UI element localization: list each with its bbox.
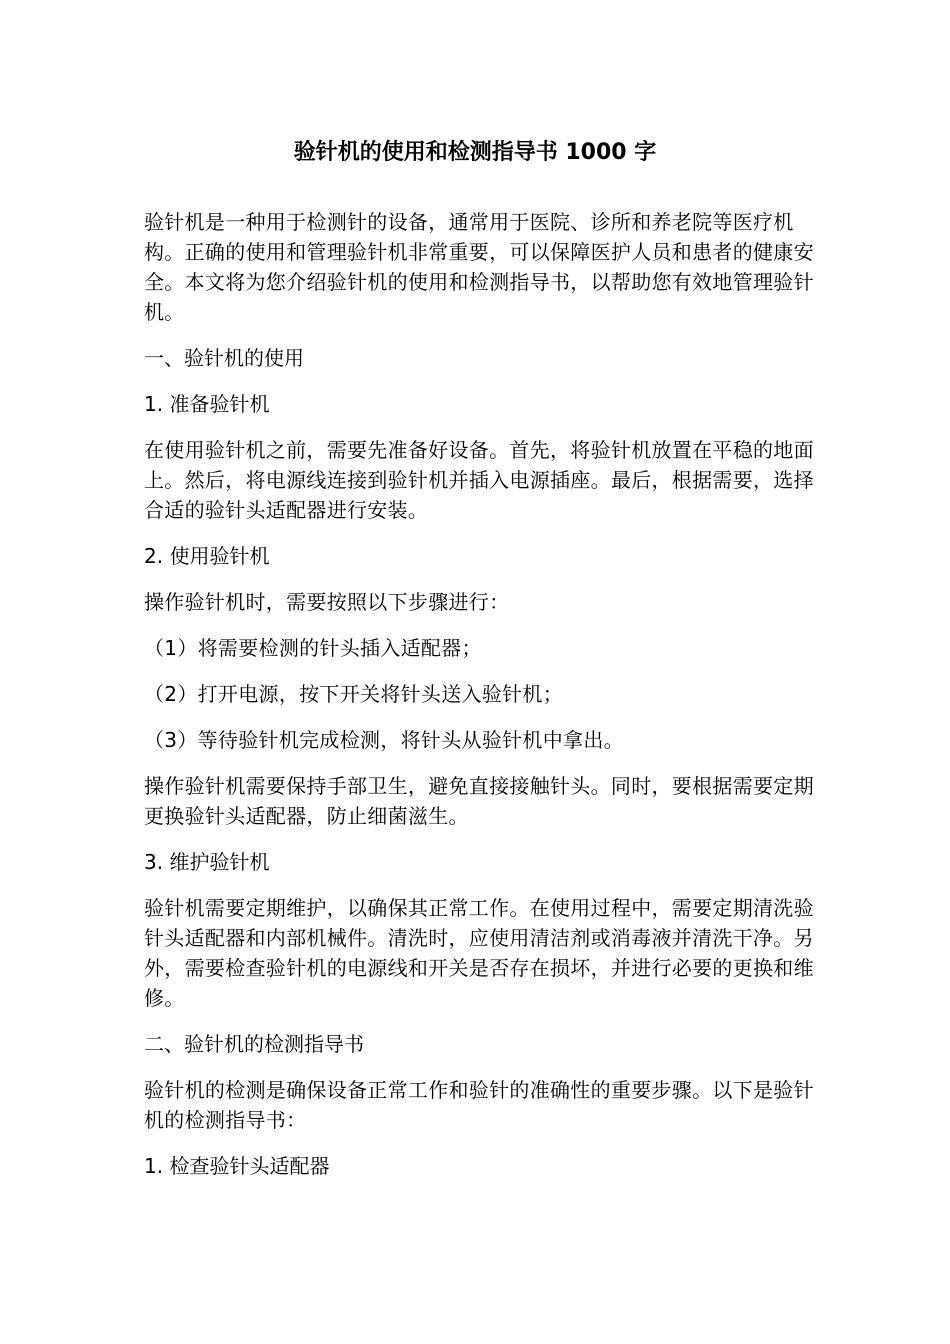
section-heading-usage: 一、验针机的使用 bbox=[144, 346, 304, 370]
document-body bbox=[144, 207, 816, 1197]
inspection-intro-paragraph: 验针机的检测是确保设备正常工作和验针的准确性的重要步骤。以下是验针机的检测指导书： bbox=[144, 1078, 814, 1132]
maintain-paragraph: 验针机需要定期维护，以确保其正常工作。在使用过程中，需要定期清洗验针头适配器和内部机械件。清洗时，应使用清洁剂或消毒液并清洗干净。另外，需要检查验针机的电源线和开关是否存在损坏，并进行必要的更换和维修。 bbox=[144, 896, 814, 1010]
subsection-heading-check-adapter: 1. 检查验针头适配器 bbox=[144, 1154, 330, 1178]
step-item-2: （2）打开电源，按下开关将针头送入验针机； bbox=[144, 682, 564, 706]
prepare-paragraph: 在使用验针机之前，需要先准备好设备。首先，将验针机放置在平稳的地面上。然后，将电源线连接到验针机并插入电源插座。最后，根据需要，选择合适的验针头适配器进行安装。 bbox=[144, 438, 814, 522]
intro-paragraph: 验针机是一种用于检测针的设备，通常用于医院、诊所和养老院等医疗机构。正确的使用和管理验针机非常重要，可以保障医护人员和患者的健康安全。本文将为您介绍验针机的使用和检测指导书，以帮助您有效地管理验针机。 bbox=[144, 210, 814, 324]
subsection-heading-prepare: 1. 准备验针机 bbox=[144, 392, 270, 416]
hygiene-paragraph: 操作验针机需要保持手部卫生，避免直接接触针头。同时，要根据需要定期更换验针头适配器，防止细菌滋生。 bbox=[144, 774, 814, 828]
document-title: 验针机的使用和检测指导书 1000 字 bbox=[293, 140, 657, 165]
step-item-3: （3）等待验针机完成检测，将针头从验针机中拿出。 bbox=[144, 728, 624, 752]
subsection-heading-maintain: 3. 维护验针机 bbox=[144, 850, 270, 874]
step-item-1: （1）将需要检测的针头插入适配器； bbox=[144, 636, 482, 660]
section-heading-inspection: 二、验针机的检测指导书 bbox=[144, 1032, 364, 1056]
subsection-heading-use: 2. 使用验针机 bbox=[144, 544, 270, 568]
steps-intro: 操作验针机时，需要按照以下步骤进行： bbox=[144, 590, 510, 614]
